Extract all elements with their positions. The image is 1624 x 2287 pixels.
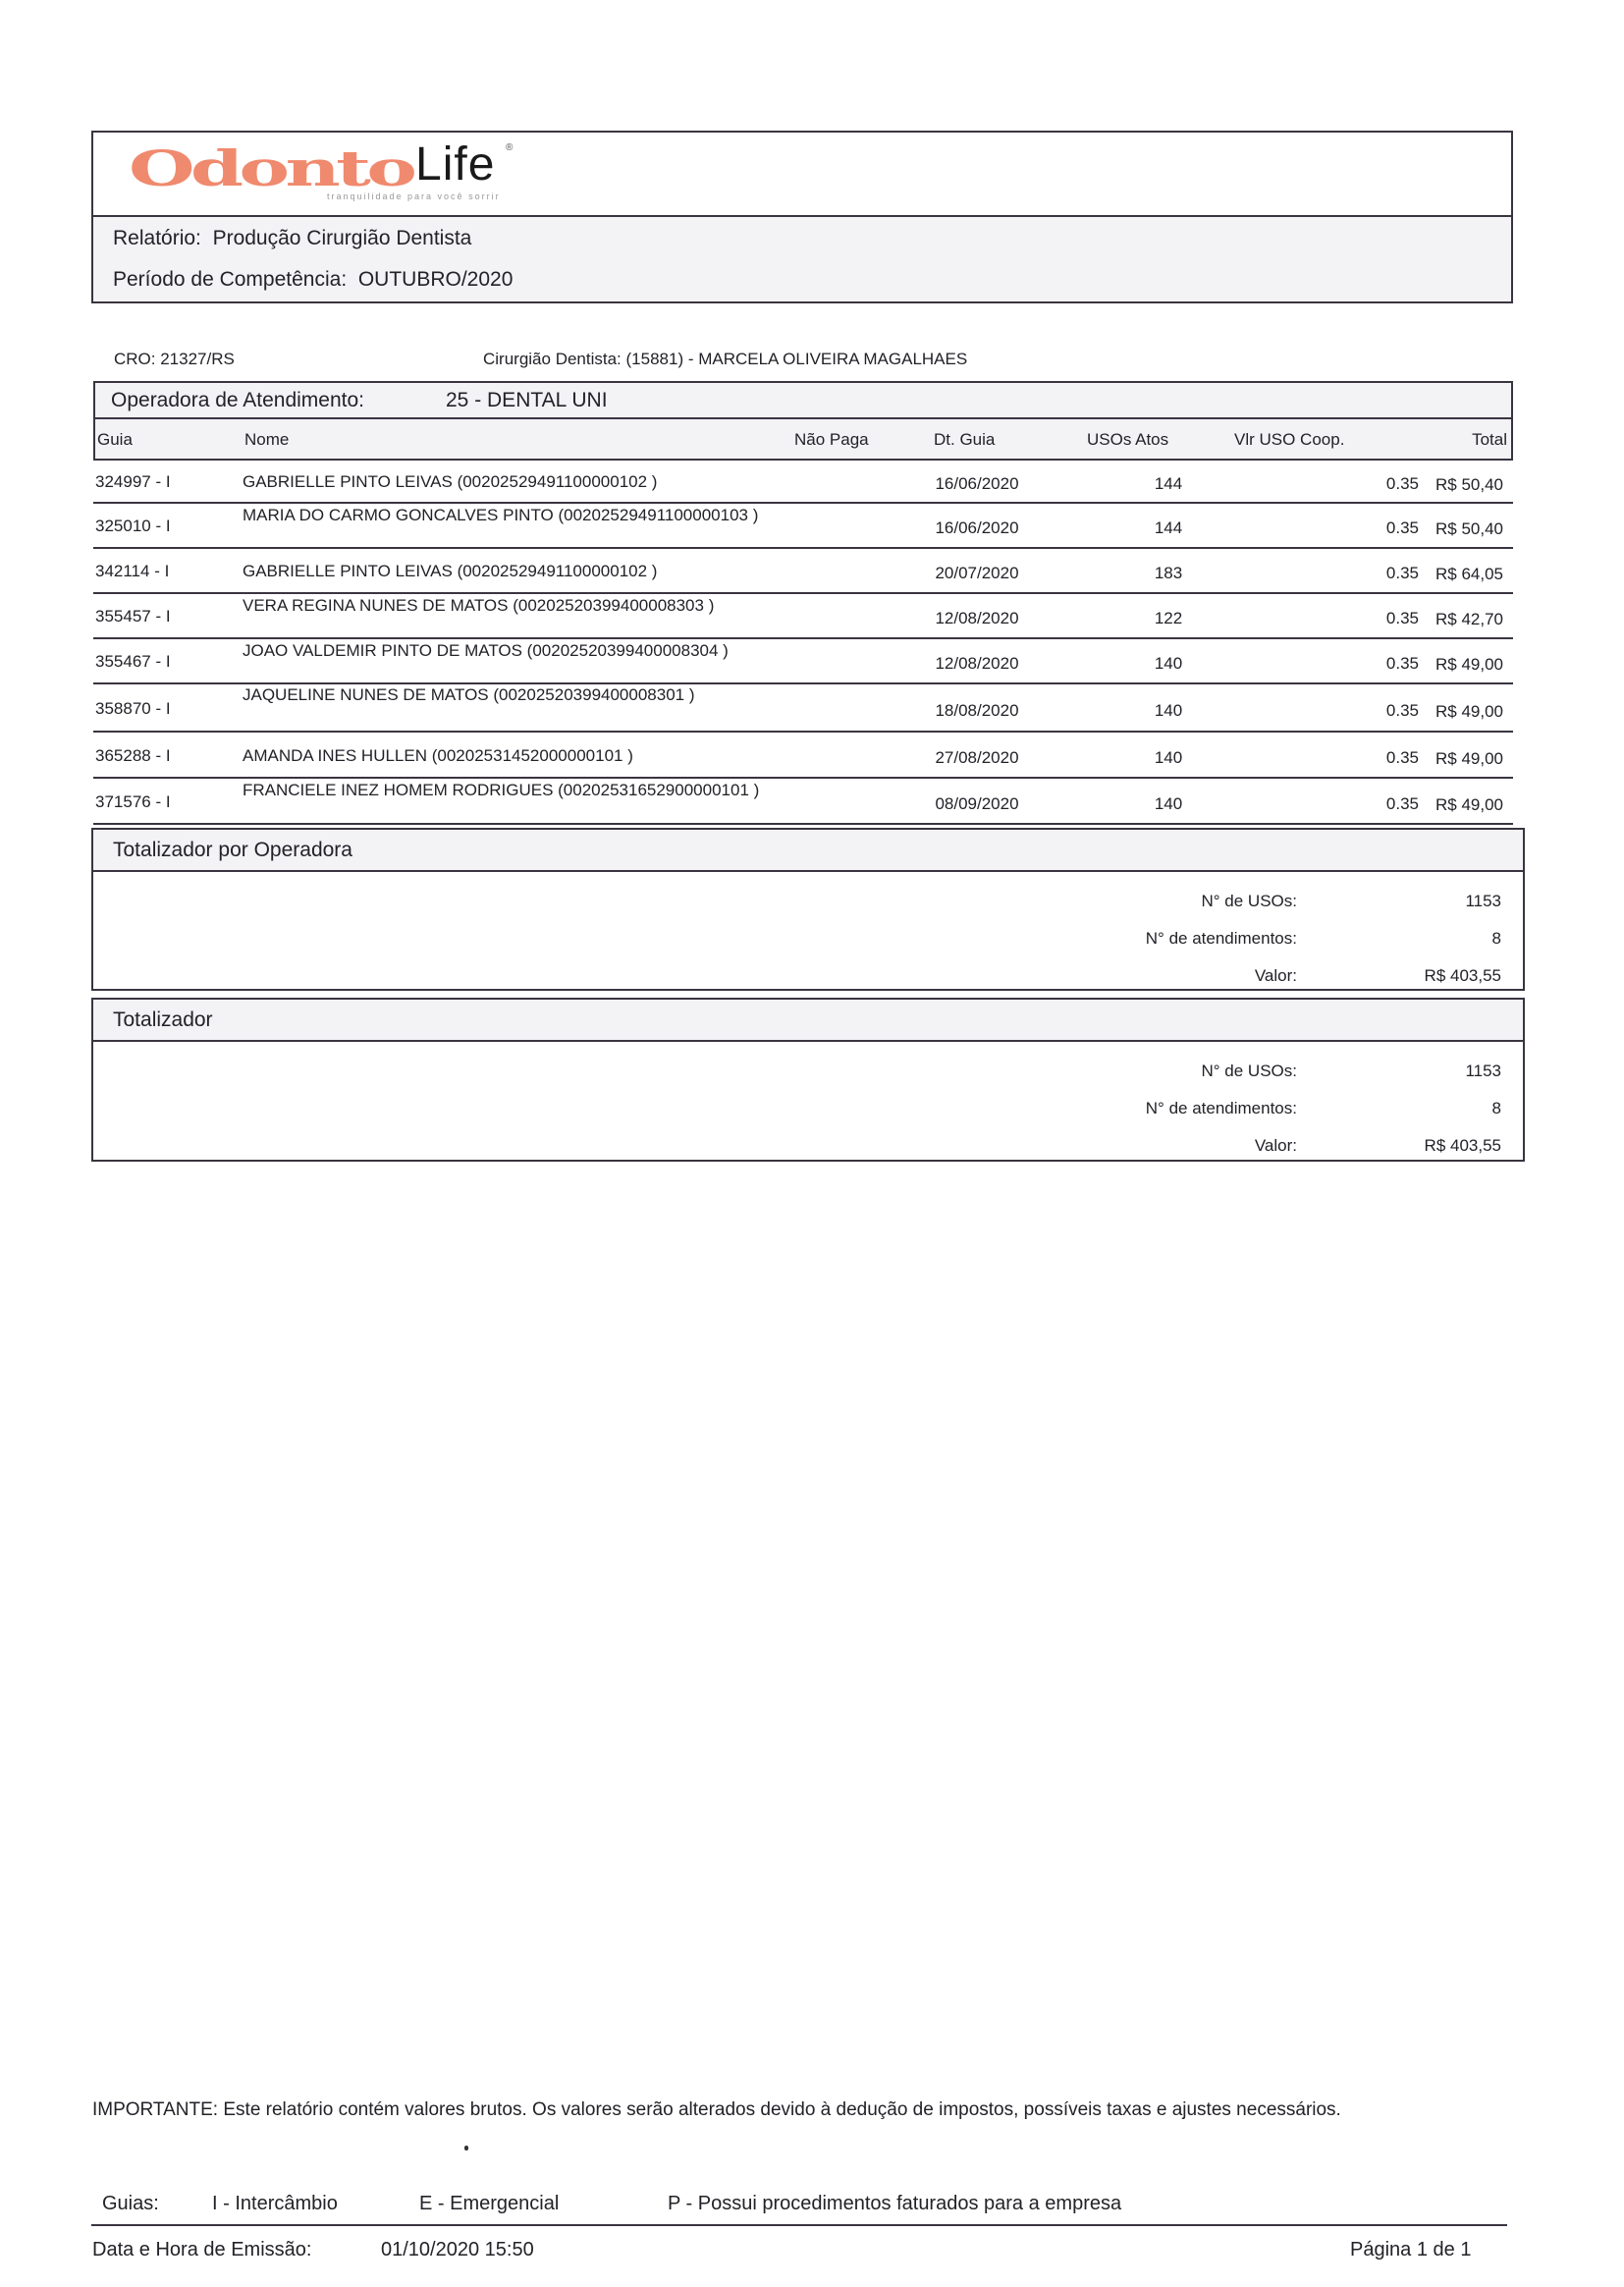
cell-dt-guia: 18/08/2020 (935, 701, 1019, 720)
operator-row (95, 383, 1511, 419)
cell-vlr-uso: 0.35 (1385, 564, 1419, 582)
column-header-nome: Nome (244, 430, 290, 449)
logo-life-text: Life (415, 138, 496, 191)
overall-valor-value: R$ 403,55 (1424, 1136, 1501, 1155)
cell-nome: MARIA DO CARMO GONCALVES PINTO (00202529491100000103 ) (243, 506, 759, 524)
operator-atend-value: 8 (1491, 929, 1501, 948)
cell-nome: GABRIELLE PINTO LEIVAS (00202529491100000102 ) (243, 562, 658, 580)
cell-nome: FRANCIELE INEZ HOMEM RODRIGUES (00202531652900000101 ) (243, 781, 760, 799)
report-info (93, 217, 1511, 301)
legend-faturados: P - Possui procedimentos faturados para a empresa (668, 2193, 1122, 2214)
overall-usos-label: N° de USOs: (1201, 1062, 1297, 1080)
table-row (93, 779, 1513, 825)
cell-vlr-uso: 0.35 (1385, 518, 1419, 537)
column-header-nao-paga: Não Paga (794, 430, 869, 449)
cell-usos-atos: 183 (1154, 564, 1183, 582)
legend-emergencial: E - Emergencial (419, 2193, 560, 2214)
table-row (93, 684, 1513, 733)
emission-datetime: 01/10/2020 15:50 (381, 2239, 534, 2260)
operator-valor-label: Valor: (1254, 966, 1297, 985)
cell-vlr-uso: 0.35 (1385, 609, 1419, 627)
cell-usos-atos: 144 (1154, 474, 1183, 493)
report-period (113, 268, 513, 292)
cell-nome: GABRIELLE PINTO LEIVAS (00202529491100000102 ) (243, 472, 658, 491)
logo-area (93, 133, 1511, 217)
operator-totals-header (93, 830, 1523, 872)
cell-usos-atos: 140 (1154, 654, 1183, 673)
cell-dt-guia: 16/06/2020 (935, 518, 1019, 537)
cell-dt-guia: 27/08/2020 (935, 748, 1019, 767)
column-header-vlr-uso: Vlr USO Coop. (1234, 430, 1345, 449)
overall-totals-header (93, 1000, 1523, 1042)
cell-usos-atos: 140 (1154, 748, 1183, 767)
cell-vlr-uso: 0.35 (1385, 474, 1419, 493)
operator-label: Operadora de Atendimento: (111, 389, 365, 411)
legend-intercambio: I - Intercâmbio (212, 2193, 338, 2214)
cell-usos-atos: 122 (1154, 609, 1183, 627)
cell-nome: VERA REGINA NUNES DE MATOS (00202520399400008303 ) (243, 596, 715, 615)
cell-vlr-uso: 0.35 (1385, 701, 1419, 720)
page-number: Página 1 de 1 (1350, 2239, 1472, 2260)
cell-usos-atos: 144 (1154, 518, 1183, 537)
logo-odonto-text: Odonto (129, 139, 413, 197)
cell-usos-atos: 140 (1154, 794, 1183, 813)
operator-totals-title: Totalizador por Operadora (113, 839, 352, 861)
overall-atend-label: N° de atendimentos: (1145, 1099, 1297, 1117)
footer-divider (91, 2224, 1507, 2226)
cell-total: R$ 49,00 (1435, 749, 1503, 768)
table-row (93, 594, 1513, 639)
report-value: Produção Cirurgião Dentista (212, 227, 472, 249)
cell-guia: 324997 - I (95, 472, 171, 491)
overall-atend-value: 8 (1491, 1099, 1501, 1117)
dentist-name: Cirurgião Dentista: (15881) - MARCELA OLIVEIRA MAGALHAES (483, 350, 968, 368)
cell-total: R$ 64,05 (1435, 565, 1503, 583)
table-row (93, 504, 1513, 549)
cell-total: R$ 49,00 (1435, 795, 1503, 814)
table-header (93, 381, 1513, 461)
column-header-usos-atos: USOs Atos (1087, 430, 1169, 449)
important-notice: IMPORTANTE: Este relatório contém valores brutos. Os valores serão alterados devido à dedução de impostos, possíveis taxas e ajustes necessários. (92, 2099, 1341, 2120)
operator-value: 25 - DENTAL UNI (446, 389, 608, 411)
cell-total: R$ 50,40 (1435, 519, 1503, 538)
table-row (93, 461, 1513, 504)
cell-total: R$ 50,40 (1435, 475, 1503, 494)
operator-usos-label: N° de USOs: (1201, 892, 1297, 910)
scan-speck (464, 2146, 468, 2151)
column-header-guia: Guia (97, 430, 133, 449)
period-label: Período de Competência: (113, 268, 348, 291)
cro-number: CRO: 21327/RS (114, 350, 235, 368)
cell-dt-guia: 20/07/2020 (935, 564, 1019, 582)
cell-guia: 325010 - I (95, 517, 171, 535)
overall-valor-label: Valor: (1254, 1136, 1297, 1155)
table-row (93, 549, 1513, 594)
cell-dt-guia: 08/09/2020 (935, 794, 1019, 813)
cell-dt-guia: 16/06/2020 (935, 474, 1019, 493)
legend-label: Guias: (102, 2193, 159, 2214)
cell-total: R$ 42,70 (1435, 610, 1503, 628)
cell-vlr-uso: 0.35 (1385, 794, 1419, 813)
report-header (91, 131, 1513, 303)
cell-guia: 371576 - I (95, 792, 171, 811)
cell-usos-atos: 140 (1154, 701, 1183, 720)
cell-nome: JAQUELINE NUNES DE MATOS (00202520399400008301 ) (243, 685, 695, 704)
report-label: Relatório: (113, 227, 201, 249)
cell-guia: 355457 - I (95, 607, 171, 626)
cell-guia: 365288 - I (95, 746, 171, 765)
column-header-total: Total (1472, 430, 1507, 449)
overall-usos-value: 1153 (1465, 1062, 1501, 1080)
cell-guia: 358870 - I (95, 699, 171, 718)
cell-total: R$ 49,00 (1435, 702, 1503, 721)
column-header-dt-guia: Dt. Guia (934, 430, 996, 449)
emission-label: Data e Hora de Emissão: (92, 2239, 312, 2260)
operator-valor-value: R$ 403,55 (1424, 966, 1501, 985)
overall-totals-box (91, 998, 1525, 1162)
operator-totals-box (91, 828, 1525, 991)
table-row (93, 733, 1513, 779)
cell-vlr-uso: 0.35 (1385, 748, 1419, 767)
cell-total: R$ 49,00 (1435, 655, 1503, 674)
cell-dt-guia: 12/08/2020 (935, 609, 1019, 627)
report-title (113, 227, 471, 250)
logo-tagline: tranquilidade para você sorrir (327, 191, 501, 201)
cell-guia: 355467 - I (95, 652, 171, 671)
table-row (93, 639, 1513, 684)
cell-vlr-uso: 0.35 (1385, 654, 1419, 673)
operator-atend-label: N° de atendimentos: (1145, 929, 1297, 948)
period-value: OUTUBRO/2020 (357, 268, 514, 291)
operator-usos-value: 1153 (1465, 892, 1501, 910)
cell-dt-guia: 12/08/2020 (935, 654, 1019, 673)
registered-mark-icon: ® (506, 142, 514, 153)
cell-nome: AMANDA INES HULLEN (00202531452000000101 ) (243, 746, 633, 765)
cell-nome: JOAO VALDEMIR PINTO DE MATOS (00202520399400008304 ) (243, 641, 729, 660)
cell-guia: 342114 - I (95, 562, 170, 580)
overall-totals-title: Totalizador (113, 1008, 213, 1031)
